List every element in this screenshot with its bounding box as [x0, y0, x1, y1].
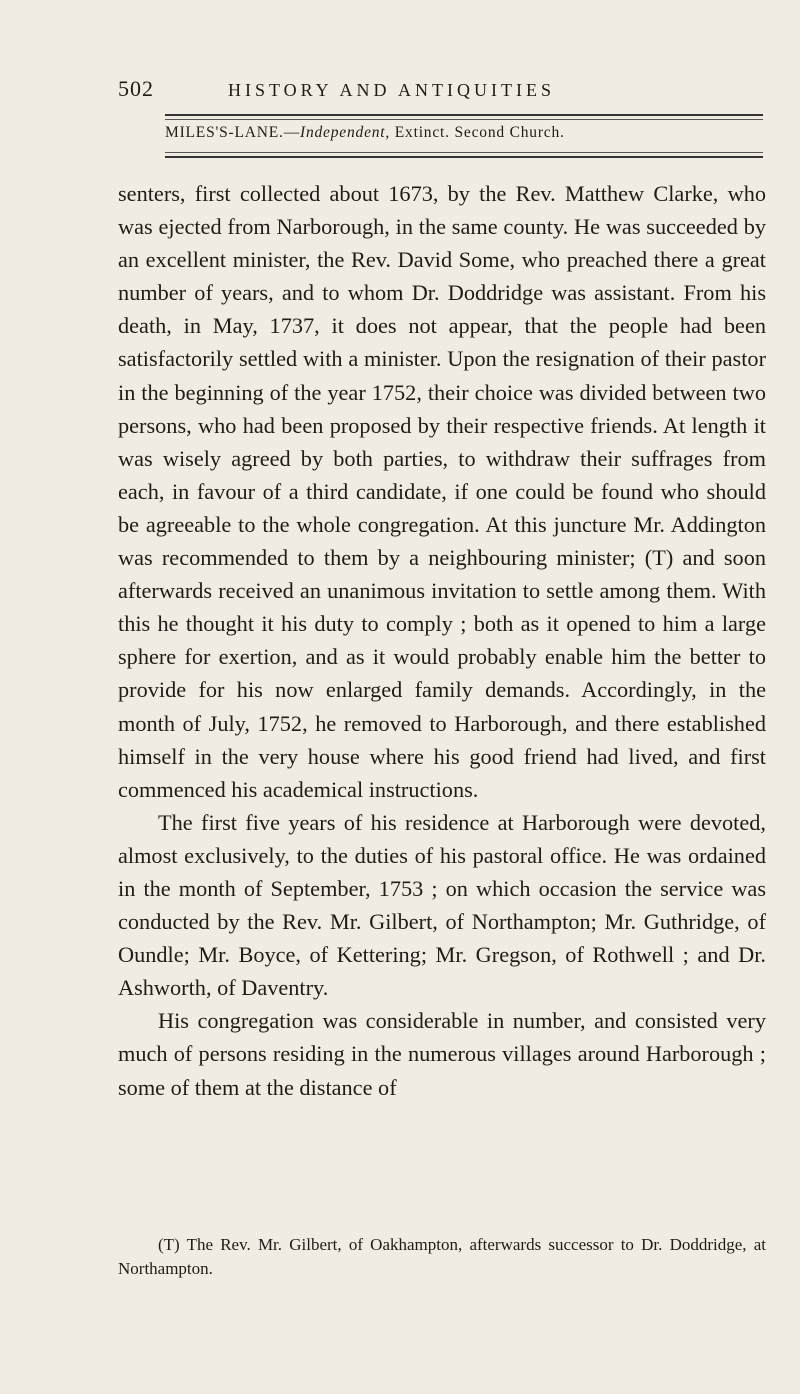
paragraph-1: senters, first collected about 1673, by the Rev. Matthew Clarke, who was ejected from Narborough, in the same county. He was succeeded by an excellent minister, the Rev. David Some, who preached there a great number of years, and to whom Dr. Doddridge was assistant. From his death, in May, 1737, it does not appear, that the people had been satisfactorily settled with a minister. Upon the resignation of their pastor in the beginning of the year 1752, their choice was divided between two persons, who had been proposed by their respective friends. At length it was wisely agreed by both parties, to withdraw their suffrages from each, in favour of a third candidate, if one could be found who should be agreeable to the whole congregation. At this juncture Mr. Addington was recommended to them by a neighbouring minister; (T) and soon afterwards received an unanimous invitation to settle among them. With this he thought it his duty to comply ; both as it opened to him a large sphere for exertion, and as it would probably enable him the better to provide for his now enlarged family demands. Accordingly, in the month of July, 1752, he removed to Harborough, and there established himself in the very house where his good friend had lived, and first commenced his academical instructions.	[118, 181, 766, 802]
subhead-place: MILES'S-LANE.	[165, 124, 284, 141]
subhead-denomination: Independent,	[300, 124, 391, 141]
running-title: HISTORY AND ANTIQUITIES	[228, 80, 556, 100]
running-head	[118, 76, 758, 102]
subhead-status: Extinct. Second Church.	[394, 124, 565, 141]
section-subhead	[165, 124, 763, 142]
footnote	[118, 1233, 766, 1281]
paragraph-3: His congregation was considerable in number, and consisted very much of persons residing in the numerous villages around Harborough ; some of them at the distance of	[118, 1008, 766, 1100]
footnote-text: (T) The Rev. Mr. Gilbert, of Oakhampton, afterwards successor to Dr. Doddridge, at Northampton.	[118, 1235, 766, 1278]
body-text	[118, 177, 766, 1104]
subhead-separator: —	[283, 124, 300, 141]
top-double-rule	[165, 114, 763, 120]
paragraph-2: The first five years of his residence at Harborough were devoted, almost exclusively, to the duties of his pastoral office. He was ordained in the month of September, 1753 ; on which occasion the service was conducted by the Rev. Mr. Gilbert, of Northampton; Mr. Guthridge, of Oundle; Mr. Boyce, of Kettering; Mr. Gregson, of Rothwell ; and Dr. Ashworth, of Daventry.	[118, 809, 766, 1001]
page-number: 502	[118, 76, 154, 101]
bottom-double-rule	[165, 152, 763, 158]
